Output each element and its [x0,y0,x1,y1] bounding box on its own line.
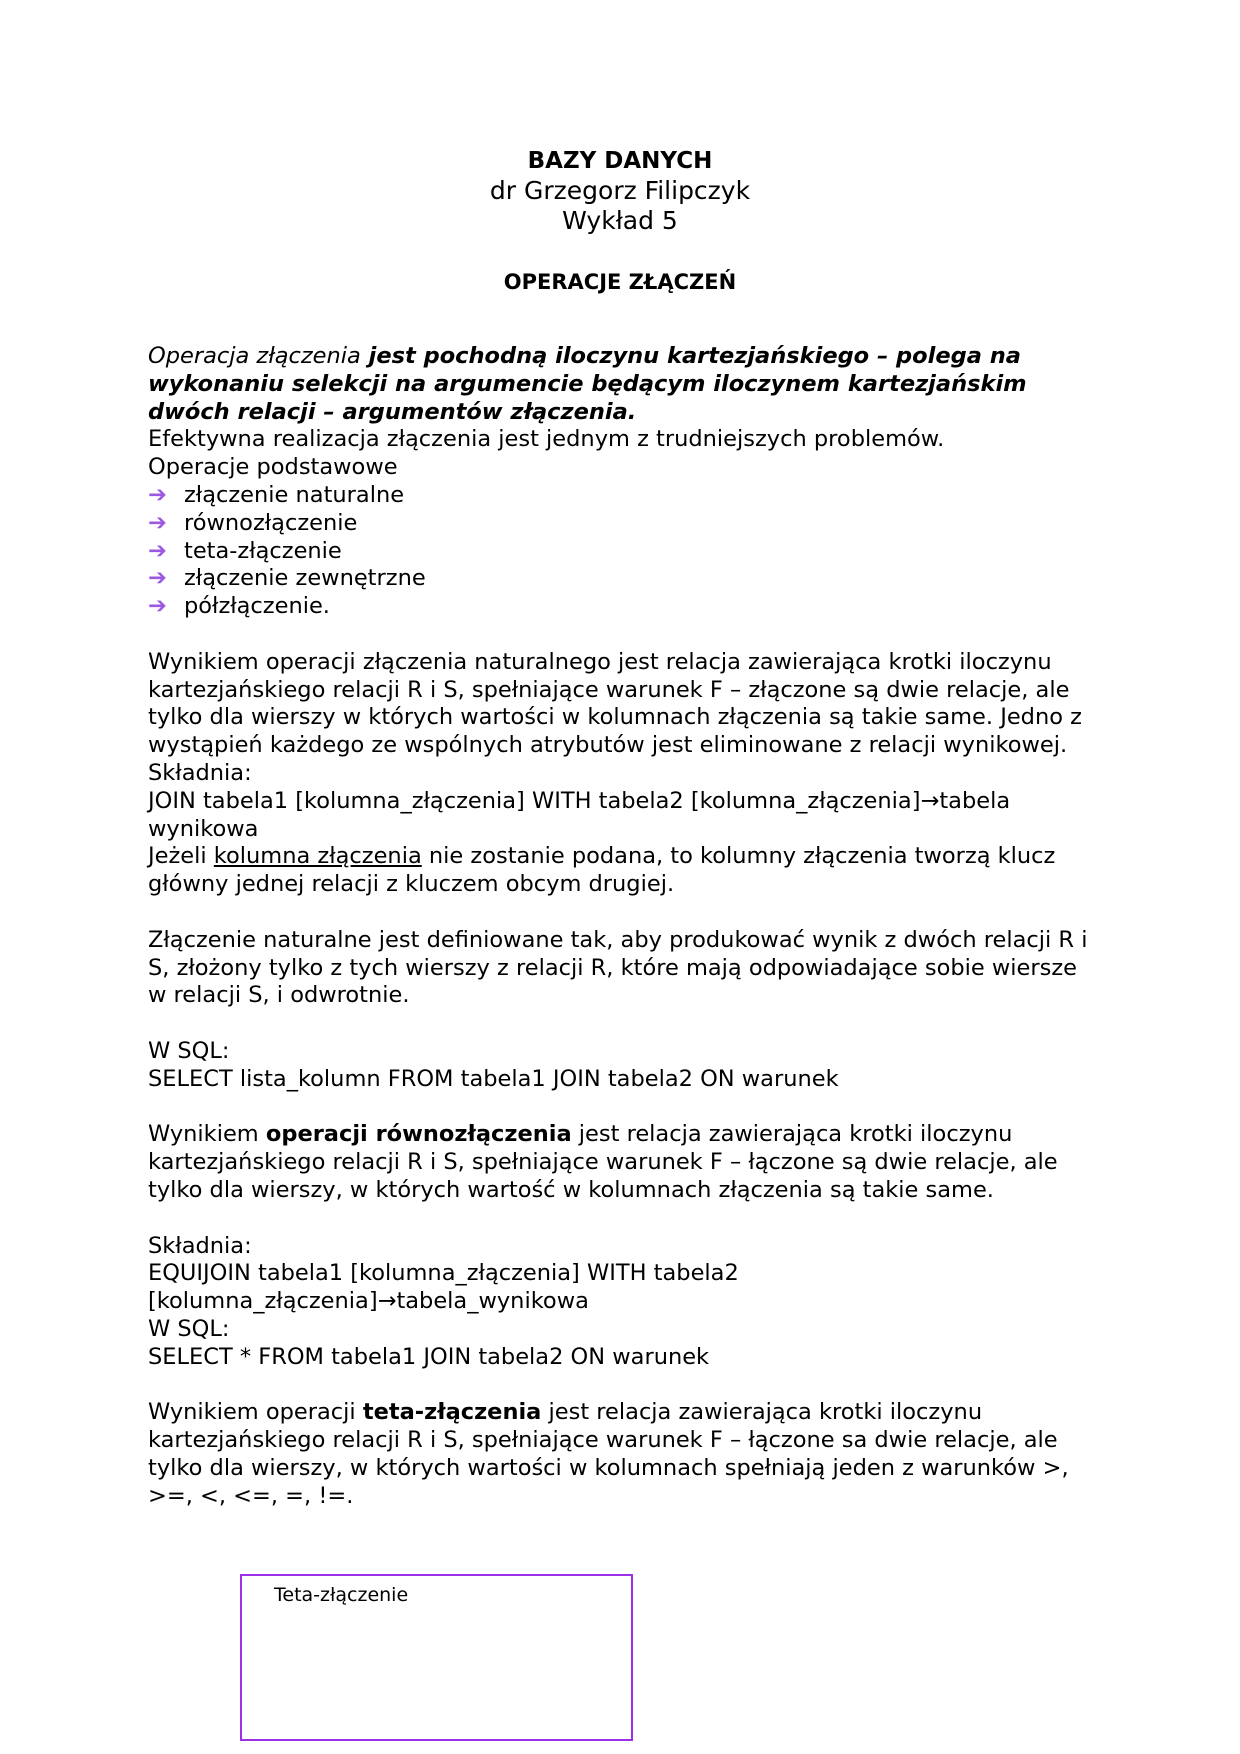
list-item [148,565,1098,593]
theta-pre: Wynikiem operacji [148,1399,363,1426]
theta-term: teta-złączenia [362,1399,542,1426]
lecture-number: Wykład 5 [562,206,678,235]
list-item-label: równozłączenie [184,509,358,536]
operations-list [148,482,1098,621]
equijoin-post: jest relacja zawierająca krotki iloczynu kartezjańskiego relacji R i S, spełniające warunek F – łączone są dwie relacje, ale tylko dla wierszy, w których wartość w kolumnach złączenia są takie same. [148,1121,1058,1203]
list-item [148,510,1098,538]
equijoin-syntax: EQUIJOIN tabela1 [kolumna_złączenia] WITH tabela2 [kolumna_złączenia]→tabela_wynikowa [148,1260,739,1315]
natural-sql-label: W SQL: [148,1037,230,1064]
list-item [148,482,1098,510]
intro-term: Operacja złączenia [148,343,361,369]
list-item-label: teta-złączenie [184,537,342,564]
natural-note [148,843,1098,899]
section-heading: OPERACJE ZŁĄCZEŃ [503,270,737,294]
natural-sql: SELECT lista_kolumn FROM tabela1 JOIN tabela2 ON warunek [148,1065,839,1092]
natural-note-pre: Jeżeli [148,843,214,870]
natural-join-paragraph: Wynikiem operacji złączenia naturalnego jest relacja zawierająca krotki iloczynu kartezjańskiego relacji R i S, spełniające warunek F – złączone są dwie relacje, ale tylko dla wierszy w których wartości w kolumnach złączenia są takie same. Jedno z wystąpień każdego ze wspólnych atrybutów jest eliminowane z relacji wynikowej. [148,648,1082,759]
equijoin-syntax-label: Składnia: [148,1232,252,1259]
equijoin-paragraph [148,1121,1098,1204]
natural-note-post: nie zostanie podana, to kolumny złączenia tworzą klucz główny jednej relacji z kluczem obcym drugiej. [148,843,1056,898]
document-body [148,343,1098,1510]
equijoin-pre: Wynikiem [148,1121,266,1148]
arrow-right-icon: ➔ [148,509,167,536]
theta-join-figure-box [240,1574,633,1741]
natural-definition: Złączenie naturalne jest definiowane tak, aby produkować wynik z dwóch relacji R i S, złożony tylko z tych wierszy z relacji R, które mają odpowiadające sobie wiersze w relacji S, i odwrotnie. [148,926,1088,1009]
list-item-label: złączenie zewnętrzne [184,565,426,592]
figure-label: Teta-złączenie [274,1584,409,1606]
arrow-right-icon: ➔ [148,593,167,620]
intro-line-efficiency: Efektywna realizacja złączenia jest jednym z trudniejszych problemów. [148,426,945,453]
list-item [148,538,1098,566]
arrow-right-icon: ➔ [148,537,167,564]
join-column-link[interactable]: kolumna złączenia [213,843,422,870]
equijoin-term: operacji równozłączenia [265,1121,572,1148]
arrow-right-icon: ➔ [148,565,167,592]
theta-post: jest relacja zawierająca krotki iloczynu kartezjańskiego relacji R i S, spełniające warunek F – łączone sa dwie relacje, ale tylko dla wierszy, w których wartości w kolumnach spełniają jeden z warunków >, >=, <, <=, =, !=. [148,1399,1069,1509]
arrow-right-icon: ➔ [148,481,167,508]
equijoin-sql: SELECT * FROM tabela1 JOIN tabela2 ON warunek [148,1343,710,1370]
natural-syntax: JOIN tabela1 [kolumna_złączenia] WITH tabela2 [kolumna_złączenia]→tabela wynikowa [148,787,1011,842]
theta-join-paragraph [148,1399,1098,1510]
author: dr Grzegorz Filipczyk [489,176,751,205]
intro-definition-text: jest pochodną iloczynu kartezjańskiego – polega na wykonaniu selekcji na argumencie będącym iloczynem kartezjańskim dwóch relacji – argumentów złączenia. [148,343,1027,425]
natural-syntax-label: Składnia: [148,759,252,786]
equijoin-sql-label: W SQL: [148,1315,230,1342]
list-item [148,593,1098,621]
intro-definition [148,343,1098,426]
list-item-label: półzłączenie. [184,593,330,620]
intro-line-operations: Operacje podstawowe [148,454,398,481]
document-title: BAZY DANYCH [527,148,713,174]
list-item-label: złączenie naturalne [184,481,405,508]
